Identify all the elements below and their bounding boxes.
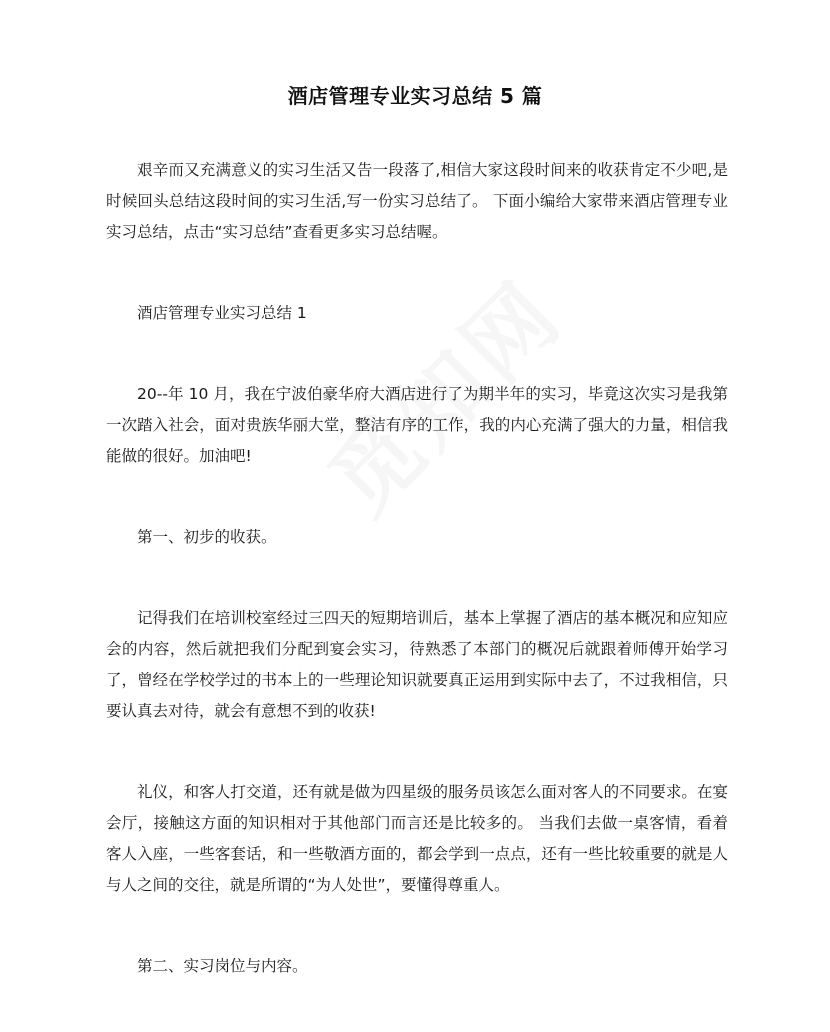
intro-paragraph: 艰辛而又充满意义的实习生活又告一段落了,相信大家这段时间来的收获肯定不少吧,是时候回头总结这段时间的实习生活,写一份实习总结了。 下面小编给大家带来酒店管理专业实习总结，点击“实习总结”查看更多实习总结喔。 [106,161,728,241]
body-paragraph-etiquette: 礼仪，和客人打交道，还有就是做为四星级的服务员该怎么面对客人的不同要求。在宴会厅，接触这方面的知识相对于其他部门而言还是比较多的。 当我们去做一桌客情，看着客人入座，一些客套话，和一些敬酒方面的，都会学到一点点，还有一些比较重要的就是人与人之间的交往，就是所谓的“为人处世”，要懂得尊重人。 [106,783,728,894]
body-paragraph-internship: 20--年 10 月，我在宁波伯豪华府大酒店进行了为期半年的实习，毕竟这次实习是我第一次踏入社会，面对贵族华丽大堂，整洁有序的工作，我的内心充满了强大的力量，相信我能做的很好。加油吧! [106,385,728,465]
body-paragraph-training: 记得我们在培训校室经过三四天的短期培训后，基本上掌握了酒店的基本概况和应知应会的内容，然后就把我们分配到宴会实习，待熟悉了本部门的概况后就跟着师傅开始学习了，曾经在学校学过的书本上的一些理论知识就要真正运用到实际中去了，不过我相信，只要认真去对待，就会有意想不到的收获! [106,609,728,720]
section-heading-summary-1: 酒店管理专业实习总结 1 [137,304,307,322]
document-title: 酒店管理专业实习总结 5 篇 [287,84,543,108]
section-heading-positions: 第二、实习岗位与内容。 [137,957,308,975]
document-body [106,155,728,1032]
section-heading-first-gains: 第一、初步的收获。 [137,528,277,546]
